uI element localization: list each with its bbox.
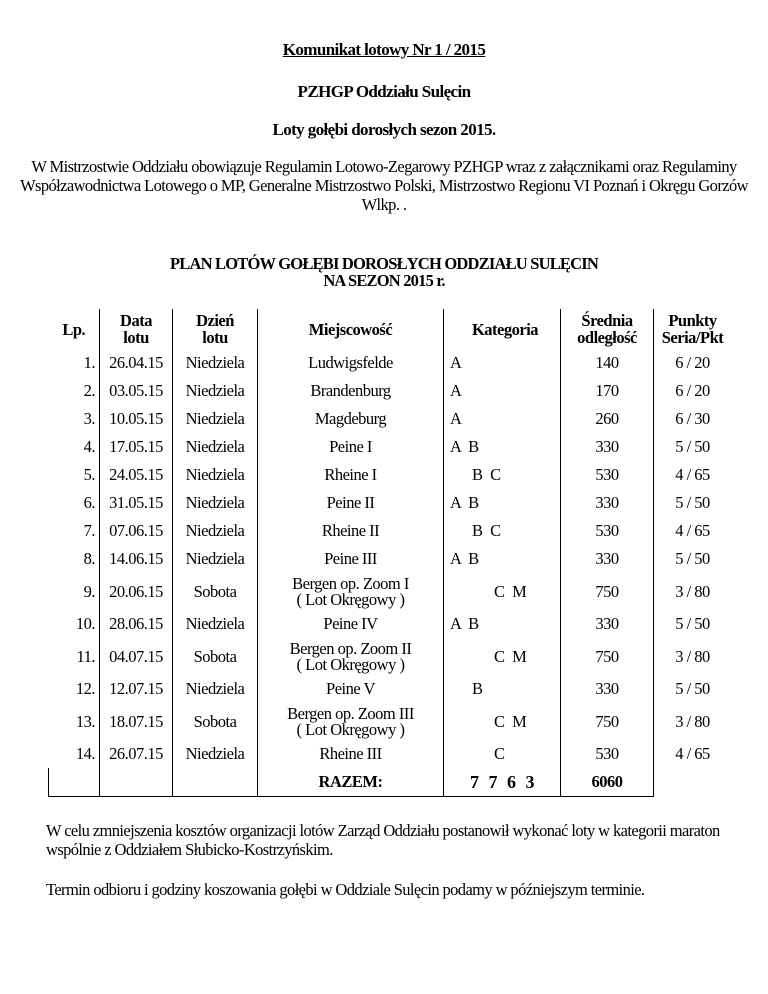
document-title: Komunikat lotowy Nr 1 / 2015 (282, 40, 486, 59)
header-data (100, 309, 173, 349)
cell-miejscowosc-line2: ( Lot Okręgowy ) (296, 589, 405, 609)
table-row (49, 545, 732, 573)
cell-miejscowosc (258, 573, 444, 610)
cell-lp: 8. (83, 549, 95, 568)
table-row (49, 349, 732, 377)
cell-odleglosc: 330 (561, 675, 654, 703)
cell-kategoria (444, 489, 561, 517)
header-pkt-line2: Seria/Pkt (661, 328, 724, 347)
total-empty-pkt (654, 768, 732, 797)
cell-punkty: 4 / 65 (654, 517, 732, 545)
cell-punkty: 5 / 50 (654, 433, 732, 461)
cell-kategoria-value: C M (494, 646, 527, 666)
cell-lp: 3. (83, 409, 95, 428)
cell-kategoria-value: A B (450, 549, 479, 568)
cell-miejscowosc (258, 675, 444, 703)
cell-kategoria-value: C M (494, 711, 527, 731)
header-dzien-line1: Dzień (196, 311, 234, 330)
cell-lp: 4. (83, 437, 95, 456)
cell-miejscowosc-line1: Rheine II (321, 521, 380, 540)
table-row (49, 573, 732, 610)
cell-kategoria (444, 638, 561, 675)
cell-lp: 7. (83, 521, 95, 540)
cell-kategoria (444, 377, 561, 405)
cell-kategoria-value: B C (472, 521, 501, 540)
cell-miejscowosc (258, 703, 444, 740)
cell-lp: 9. (83, 581, 95, 601)
cell-odleglosc: 330 (561, 433, 654, 461)
cell-miejscowosc-line1: Peine II (326, 493, 375, 512)
cell-miejscowosc-line1: Brandenburg (310, 381, 391, 400)
header-odl-line1: Średnia (581, 311, 633, 330)
cell-kategoria-value: A (450, 381, 462, 400)
cell-kategoria-value: A (450, 353, 462, 372)
cell-punkty: 3 / 80 (654, 703, 732, 740)
cell-lp: 10. (75, 614, 95, 633)
header-kategoria: Kategoria (444, 309, 561, 349)
cell-kategoria (444, 349, 561, 377)
cell-lp: 11. (76, 646, 95, 666)
cell-punkty: 4 / 65 (654, 461, 732, 489)
branch-name: PZHGP Oddziału Sulęcin (297, 82, 471, 101)
cell-kategoria-value: C M (494, 581, 527, 601)
cell-odleglosc: 750 (561, 638, 654, 675)
cell-data: 17.05.15 (100, 433, 173, 461)
total-empty-lp (49, 768, 100, 797)
cell-dzien: Niedziela (173, 489, 258, 517)
table-row (49, 703, 732, 740)
cell-dzien: Niedziela (173, 545, 258, 573)
cell-miejscowosc (258, 638, 444, 675)
cell-odleglosc: 530 (561, 740, 654, 768)
cell-kategoria (444, 405, 561, 433)
cell-dzien: Sobota (173, 638, 258, 675)
header-dzien-line2: lotu (202, 328, 228, 347)
cell-odleglosc: 330 (561, 610, 654, 638)
cell-kategoria-value: A (450, 409, 462, 428)
cell-miejscowosc-line1: Peine IV (323, 614, 378, 633)
cell-kategoria (444, 610, 561, 638)
header-odl-line2: odległość (577, 328, 637, 347)
cell-miejscowosc-line1: Rheine III (319, 744, 382, 763)
table-row (49, 433, 732, 461)
total-empty-dzien (173, 768, 258, 797)
cell-odleglosc: 530 (561, 517, 654, 545)
cell-miejscowosc-line1: Bergen op. Zoom II (289, 638, 412, 658)
cell-data: 28.06.15 (100, 610, 173, 638)
header-odleglosc (561, 309, 654, 349)
cell-punkty: 3 / 80 (654, 573, 732, 610)
cell-kategoria (444, 703, 561, 740)
cell-odleglosc: 530 (561, 461, 654, 489)
cell-miejscowosc-line1: Ludwigsfelde (308, 353, 393, 372)
cell-punkty: 4 / 65 (654, 740, 732, 768)
cell-dzien: Sobota (173, 703, 258, 740)
cell-miejscowosc (258, 545, 444, 573)
cell-kategoria (444, 573, 561, 610)
total-odleglosc: 6060 (561, 768, 654, 797)
season-title: Loty gołębi dorosłych sezon 2015. (272, 120, 496, 139)
plan-heading-line2: NA SEZON 2015 r. (323, 271, 445, 290)
header-dzien (173, 309, 258, 349)
cell-odleglosc: 750 (561, 573, 654, 610)
cell-kategoria (444, 517, 561, 545)
cell-data: 26.04.15 (100, 349, 173, 377)
cell-lp: 6. (83, 493, 95, 512)
cell-dzien: Niedziela (173, 610, 258, 638)
cell-miejscowosc (258, 517, 444, 545)
table-row (49, 740, 732, 768)
header-lp: Lp. (62, 319, 86, 339)
total-empty-data (100, 768, 173, 797)
cell-lp: 5. (83, 465, 95, 484)
cell-dzien: Niedziela (173, 377, 258, 405)
cell-kategoria-value: A B (450, 493, 479, 512)
cell-data: 10.05.15 (100, 405, 173, 433)
cell-lp: 1. (83, 353, 95, 372)
cell-odleglosc: 750 (561, 703, 654, 740)
cell-dzien: Niedziela (173, 517, 258, 545)
cell-miejscowosc (258, 433, 444, 461)
cell-punkty: 5 / 50 (654, 489, 732, 517)
cell-kategoria (444, 740, 561, 768)
cell-punkty: 5 / 50 (654, 545, 732, 573)
cell-kategoria-value: B C (472, 465, 501, 484)
cell-kategoria-value: C (494, 744, 505, 763)
cell-miejscowosc (258, 405, 444, 433)
cell-punkty: 6 / 20 (654, 349, 732, 377)
cell-dzien: Niedziela (173, 433, 258, 461)
table-row (49, 405, 732, 433)
cell-data: 20.06.15 (100, 573, 173, 610)
cell-odleglosc: 260 (561, 405, 654, 433)
cell-lp: 2. (83, 381, 95, 400)
header-data-line2: lotu (123, 328, 149, 347)
cell-dzien: Sobota (173, 573, 258, 610)
cell-miejscowosc-line1: Bergen op. Zoom III (287, 703, 414, 723)
cell-data: 31.05.15 (100, 489, 173, 517)
plan-heading-line1: PLAN LOTÓW GOŁĘBI DOROSŁYCH ODDZIAŁU SULĘCIN (170, 254, 598, 273)
footer-paragraph-termin: Termin odbioru i godziny koszowania gołębi w Oddziale Sulęcin podamy w późniejszym terminie. (46, 880, 645, 899)
header-miejscowosc: Miejscowość (258, 309, 444, 349)
plan-heading (0, 255, 768, 289)
table-row (49, 638, 732, 675)
cell-dzien: Niedziela (173, 405, 258, 433)
cell-data: 18.07.15 (100, 703, 173, 740)
cell-punkty: 5 / 50 (654, 610, 732, 638)
header-punkty (654, 309, 732, 349)
table-row (49, 377, 732, 405)
cell-miejscowosc (258, 461, 444, 489)
cell-miejscowosc-line1: Peine V (326, 679, 375, 698)
cell-data: 04.07.15 (100, 638, 173, 675)
table-row (49, 517, 732, 545)
cell-miejscowosc-line2: ( Lot Okręgowy ) (296, 654, 405, 674)
table-total-row (49, 768, 732, 797)
cell-data: 12.07.15 (100, 675, 173, 703)
table-row (49, 461, 732, 489)
cell-punkty: 6 / 20 (654, 377, 732, 405)
cell-data: 14.06.15 (100, 545, 173, 573)
table-row (49, 675, 732, 703)
intro-paragraph: W Mistrzostwie Oddziału obowiązuje Regulamin Lotowo-Zegarowy PZHGP wraz z załącznikami oraz Regulaminy Współzawodnictwa Lotowego o MP, Generalne Mistrzostwo Polski, Mistrzostwo Regionu VI Poznań i Okręgu Gorzów Wlkp. . (20, 157, 748, 214)
cell-dzien: Niedziela (173, 675, 258, 703)
cell-kategoria (444, 545, 561, 573)
cell-lp: 14. (75, 744, 95, 763)
total-kategoria: 7 7 6 3 (444, 768, 561, 797)
cell-kategoria-value: A B (450, 437, 479, 456)
cell-miejscowosc (258, 377, 444, 405)
header-pkt-line1: Punkty (668, 311, 717, 330)
flight-plan-table (48, 309, 731, 797)
cell-kategoria (444, 675, 561, 703)
cell-miejscowosc (258, 349, 444, 377)
cell-odleglosc: 170 (561, 377, 654, 405)
cell-punkty: 5 / 50 (654, 675, 732, 703)
cell-kategoria-value: A B (450, 614, 479, 633)
footer-paragraph-maraton: W celu zmniejszenia kosztów organizacji lotów Zarząd Oddziału postanowił wykonać loty w kategorii maraton wspólnie z Oddziałem Słubicko-Kostrzyńskim. (46, 821, 720, 859)
cell-punkty: 3 / 80 (654, 638, 732, 675)
cell-kategoria (444, 433, 561, 461)
cell-miejscowosc-line1: Rheine I (324, 465, 377, 484)
cell-dzien: Niedziela (173, 461, 258, 489)
cell-odleglosc: 330 (561, 489, 654, 517)
table-row (49, 610, 732, 638)
cell-dzien: Niedziela (173, 349, 258, 377)
cell-data: 07.06.15 (100, 517, 173, 545)
cell-odleglosc: 140 (561, 349, 654, 377)
cell-miejscowosc-line1: Magdeburg (314, 409, 387, 428)
cell-data: 03.05.15 (100, 377, 173, 405)
cell-data: 24.05.15 (100, 461, 173, 489)
total-label: RAZEM: (258, 768, 444, 797)
cell-miejscowosc (258, 740, 444, 768)
cell-lp: 13. (75, 711, 95, 731)
cell-punkty: 6 / 30 (654, 405, 732, 433)
cell-data: 26.07.15 (100, 740, 173, 768)
cell-miejscowosc-line2: ( Lot Okręgowy ) (296, 719, 405, 739)
table-header-row (49, 309, 732, 349)
header-data-line1: Data (120, 311, 152, 330)
cell-miejscowosc-line1: Bergen op. Zoom I (292, 573, 409, 593)
cell-miejscowosc-line1: Peine III (324, 549, 377, 568)
cell-lp: 12. (75, 679, 95, 698)
cell-dzien: Niedziela (173, 740, 258, 768)
cell-kategoria-value: B (472, 679, 483, 698)
cell-kategoria (444, 461, 561, 489)
cell-odleglosc: 330 (561, 545, 654, 573)
cell-miejscowosc (258, 610, 444, 638)
cell-miejscowosc (258, 489, 444, 517)
cell-miejscowosc-line1: Peine I (329, 437, 372, 456)
table-row (49, 489, 732, 517)
